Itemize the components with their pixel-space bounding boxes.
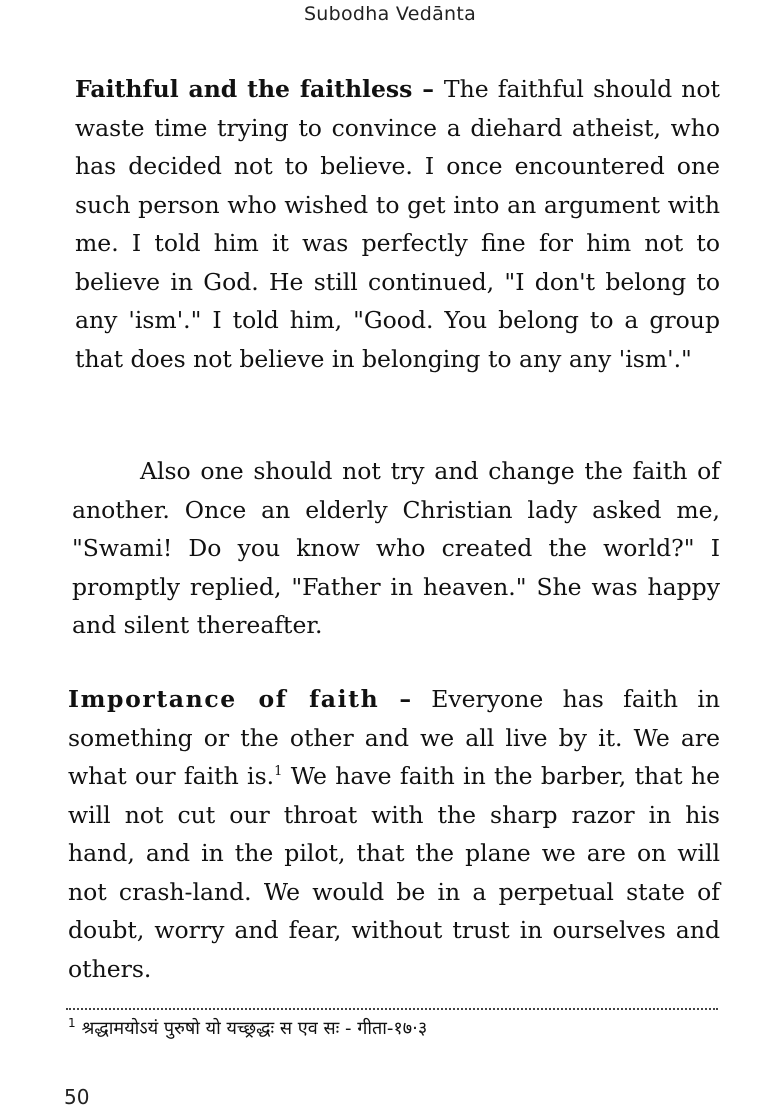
page-number: 50 — [64, 1085, 90, 1109]
paragraph-body: Also one should not try and change the faith of another. Once an elderly Christian lady asked me, "Swami! Do you know who created the world?" I promptly replied, "Father in heaven." She was happy and silent thereafter. — [72, 457, 720, 639]
paragraph-change-faith — [72, 452, 720, 645]
footnote-text: श्रद्धामयोऽयं पुरुषो यो यच्छ्रद्धः स एव सः - गीता-१७·३ — [81, 1018, 428, 1039]
running-head-title: Subodha Vedānta — [303, 3, 477, 25]
paragraph-heading: Faithful and the faithless — [75, 75, 413, 103]
paragraph-body-part-1: Everyone has faith in something or the other and we all live by it. We are what our faith is. — [68, 685, 720, 790]
footnote-divider — [66, 1008, 718, 1010]
paragraph-heading: Importance of faith — [68, 685, 380, 713]
footnote — [68, 1016, 718, 1040]
footnote-mark: 1 — [68, 1016, 76, 1030]
heading-dash: – — [412, 75, 444, 103]
heading-dash: – — [379, 685, 432, 713]
footnote-reference: 1 — [274, 764, 283, 780]
paragraph-body-part-2: We have faith in the barber, that he will not cut our throat with the sharp razor in his hand, and in the pilot, that the plane we are on will not crash-land. We would be in a perpetual state of doubt, worry and fear, without trust in ourselves and others. — [68, 762, 720, 983]
paragraph-importance-of-faith — [68, 680, 720, 988]
paragraph-body: The faithful should not waste time trying to convince a diehard atheist, who has decided not to believe. I once encountered one such person who wished to get into an argument with me. I told him it was perfectly fine for him not to believe in God. He still continued, "I don't belong to any 'ism'." I told him, "Good. You belong to a group that does not believe in belonging to any any 'ism'." — [75, 75, 720, 373]
paragraph-faithful-and-faithless — [75, 70, 720, 378]
